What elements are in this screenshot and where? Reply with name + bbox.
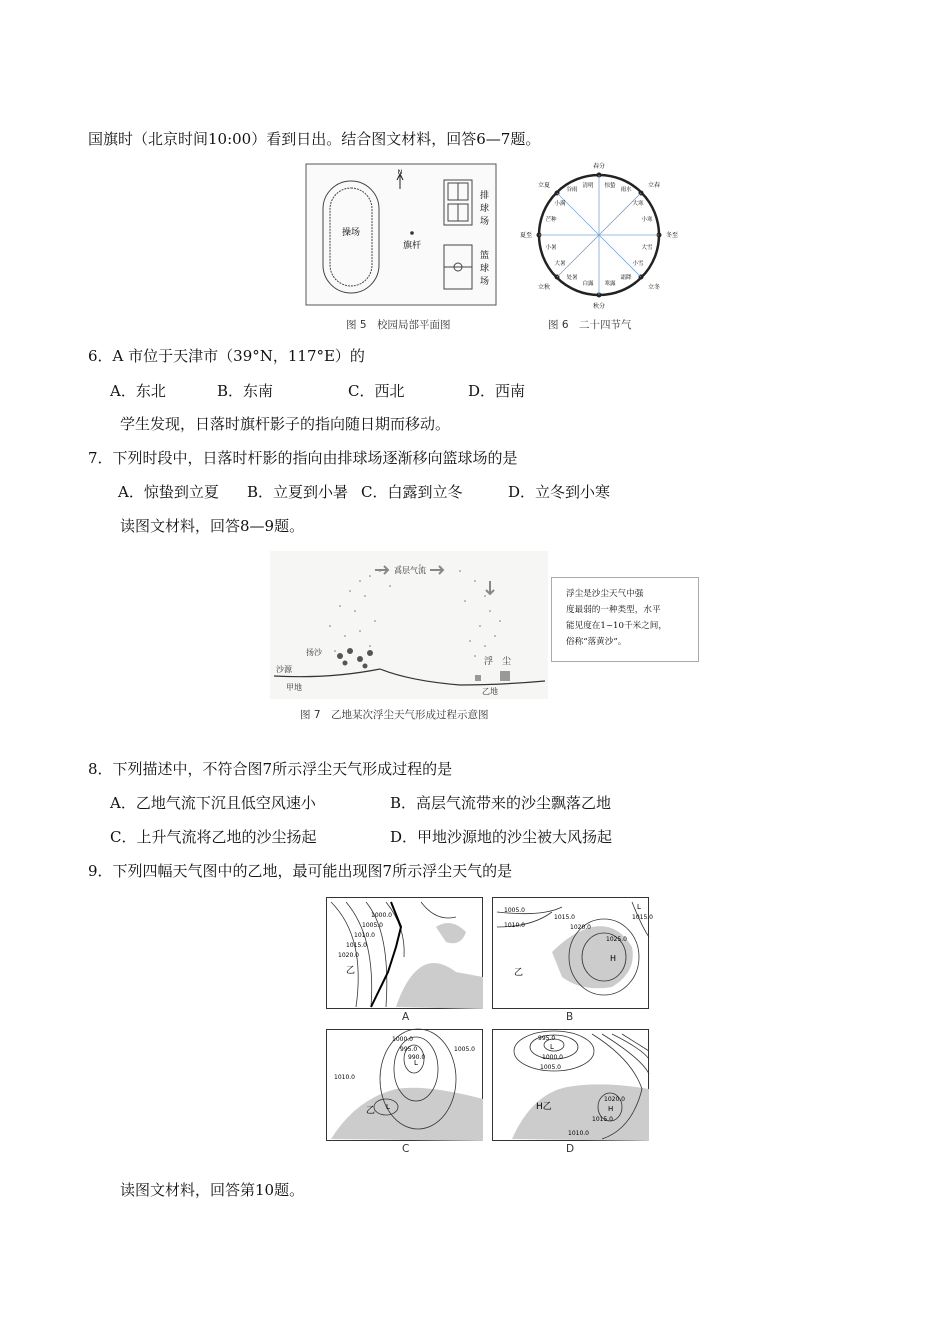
weather-map-b[interactable] — [492, 897, 653, 1009]
term-dahan: 大寒 — [632, 201, 644, 207]
map-c-isobar-3: 990.0 — [408, 1054, 426, 1061]
map-d-label: D — [566, 1143, 575, 1155]
map-c-isobar-4: 1005.0 — [454, 1046, 475, 1053]
map-c-isobar-5: 1010.0 — [334, 1074, 355, 1081]
q8-stem: 8．下列描述中，不符合图7所示浮尘天气形成过程的是 — [88, 760, 453, 778]
intro-line: 国旗时（北京时间10:00）看到日出。结合图文材料，回答6—7题。 — [88, 130, 541, 148]
term-qingming: 清明 — [582, 183, 594, 189]
map-d-isobar-4: 1020.0 — [604, 1096, 625, 1103]
term-bailu: 白露 — [582, 281, 594, 287]
term-xiaoshu: 小暑 — [545, 245, 557, 251]
term-xiaoxue: 小雪 — [632, 261, 644, 267]
weather-map-d[interactable] — [492, 1029, 649, 1141]
q8-option-c[interactable]: C．上升气流将乙地的沙尘扬起 — [110, 828, 317, 846]
sand-source-label: 沙源 — [276, 665, 292, 674]
figure-5-caption: 图 5 校园局部平面图 — [346, 319, 451, 331]
dust-definition-box — [551, 577, 699, 662]
term-lidong: 立冬 — [647, 284, 661, 291]
q6-option-a[interactable]: A．东北 — [110, 382, 166, 400]
box-line-1: 浮尘是沙尘天气中强 — [566, 589, 644, 599]
term-dashu: 大暑 — [554, 261, 566, 267]
map-b-isobar-4: 1020.0 — [570, 924, 591, 931]
q7-option-a[interactable]: A．惊蛰到立夏 — [118, 483, 219, 501]
map-d-h: H — [608, 1105, 614, 1113]
map-a-isobar-2: 1005.0 — [362, 922, 383, 929]
dust-label: 浮 尘 — [484, 657, 512, 667]
map-b-l: L — [637, 903, 641, 911]
term-chushu: 处暑 — [566, 275, 578, 281]
term-yushui: 雨水 — [620, 187, 632, 193]
q7-option-b[interactable]: B．立夏到小暑 — [247, 483, 349, 501]
map-d-l: L — [550, 1043, 554, 1051]
figure-6-solar-terms — [500, 155, 698, 315]
q9-stem: 9．下列四幅天气图中的乙地，最可能出现图7所示浮尘天气的是 — [88, 862, 513, 880]
map-b-isobar-5: 1025.0 — [606, 936, 627, 943]
map-d-isobar-1: 995.0 — [538, 1035, 556, 1042]
map-d-isobar-3: 1005.0 — [540, 1064, 561, 1071]
intro-8-9: 读图文材料，回答8—9题。 — [120, 517, 305, 535]
map-b-h: H — [610, 954, 617, 963]
map-a-isobar-3: 1010.0 — [354, 932, 375, 939]
q6-option-c[interactable]: C．西北 — [348, 382, 405, 400]
box-line-3: 能见度在1~10千米之间， — [566, 621, 667, 631]
term-daxue: 大雪 — [641, 245, 653, 251]
map-c-l2: L — [386, 1103, 390, 1111]
sand-lift-label: 扬沙 — [306, 648, 322, 657]
term-xiaoman: 小满 — [554, 201, 566, 207]
map-a-isobar-4: 1015.0 — [346, 942, 367, 949]
playground-label: 操场 — [341, 228, 361, 238]
intro-10: 读图文材料，回答第10题。 — [120, 1181, 305, 1199]
map-b-isobar-2: 1010.0 — [504, 922, 525, 929]
map-a-isobar-5: 1020.0 — [338, 952, 359, 959]
q6-option-b[interactable]: B．东南 — [217, 382, 274, 400]
term-dongzhi: 冬至 — [665, 232, 679, 239]
term-guyu: 谷雨 — [566, 187, 578, 193]
term-jingzhe: 惊蛰 — [604, 183, 616, 189]
map-b-isobar-1: 1005.0 — [504, 907, 525, 914]
term-qiufen: 秋分 — [592, 303, 606, 310]
map-d-isobar-6: 1010.0 — [568, 1130, 589, 1137]
map-b-isobar-3: 1015.0 — [554, 914, 575, 921]
term-chunfen: 春分 — [592, 163, 606, 170]
map-b-yi: 乙 — [514, 968, 524, 978]
q8-option-b[interactable]: B．高层气流带来的沙尘飘落乙地 — [390, 794, 612, 812]
yi-label: 乙地 — [482, 687, 498, 696]
basketball-char-3: 场 — [480, 277, 490, 287]
flagpole-label: 旗杆 — [402, 241, 422, 251]
map-d-isobar-5: 1015.0 — [592, 1116, 613, 1123]
volleyball-char-2: 球 — [480, 204, 490, 214]
q6-option-d[interactable]: D．西南 — [468, 382, 526, 400]
high-flow-label: 高层气流 — [394, 566, 426, 575]
map-c-label: C — [402, 1143, 410, 1155]
q7-stem: 7．下列时段中，日落时杆影的指向由排球场逐渐移向篮球场的是 — [88, 449, 518, 467]
q8-option-d[interactable]: D．甲地沙源地的沙尘被大风扬起 — [390, 828, 613, 846]
basketball-char-2: 球 — [480, 264, 490, 274]
map-d-h-yi: H乙 — [536, 1102, 552, 1112]
q6-stem: 6．A 市位于天津市（39°N，117°E）的 — [88, 347, 365, 365]
map-b-isobar-6: 1015.0 — [632, 914, 653, 921]
north-arrow-label: N — [397, 169, 403, 176]
map-d-isobar-2: 1000.0 — [542, 1054, 563, 1061]
q8-option-a[interactable]: A．乙地气流下沉且低空风速小 — [110, 794, 316, 812]
map-a-yi: 乙 — [346, 966, 356, 976]
map-c-isobar-1: 1000.0 — [392, 1036, 413, 1043]
weather-map-c[interactable] — [326, 1029, 483, 1141]
figure-5-campus-plan — [305, 163, 497, 306]
jia-label: 甲地 — [286, 683, 302, 692]
q7-note: 学生发现，日落时旗杆影子的指向随日期而移动。 — [120, 415, 451, 433]
box-line-2: 度最弱的一种类型，水平 — [566, 605, 661, 615]
weather-map-a[interactable] — [326, 897, 483, 1009]
box-line-4: 俗称“落黄沙”。 — [566, 637, 627, 647]
q7-option-d[interactable]: D．立冬到小寒 — [508, 483, 611, 501]
figure-7-caption: 图 7 乙地某次浮尘天气形成过程示意图 — [300, 709, 489, 721]
map-a-label: A — [402, 1011, 410, 1023]
map-c-l1: L — [414, 1059, 418, 1067]
basketball-char-1: 篮 — [480, 251, 490, 261]
term-liqiu: 立秋 — [537, 284, 551, 291]
figure-6-caption: 图 6 二十四节气 — [548, 319, 632, 331]
map-c-isobar-2: 995.0 — [400, 1046, 418, 1053]
term-xiaohan: 小寒 — [641, 217, 653, 223]
term-mangzhong: 芒种 — [545, 217, 557, 223]
map-b-label: B — [566, 1011, 574, 1023]
term-lichun: 立春 — [647, 182, 661, 189]
term-lixia: 立夏 — [537, 182, 551, 189]
figure-7-dust-process — [270, 551, 548, 699]
q7-option-c[interactable]: C．白露到立冬 — [361, 483, 463, 501]
volleyball-char-1: 排 — [480, 191, 490, 201]
map-c-yi: 乙 — [366, 1106, 376, 1116]
term-hanlu: 寒露 — [604, 281, 616, 287]
term-shuangjiang: 霜降 — [620, 275, 632, 281]
term-xiazhi: 夏至 — [519, 232, 533, 239]
map-a-isobar-1: 1000.0 — [371, 912, 392, 919]
volleyball-char-3: 场 — [480, 217, 490, 227]
